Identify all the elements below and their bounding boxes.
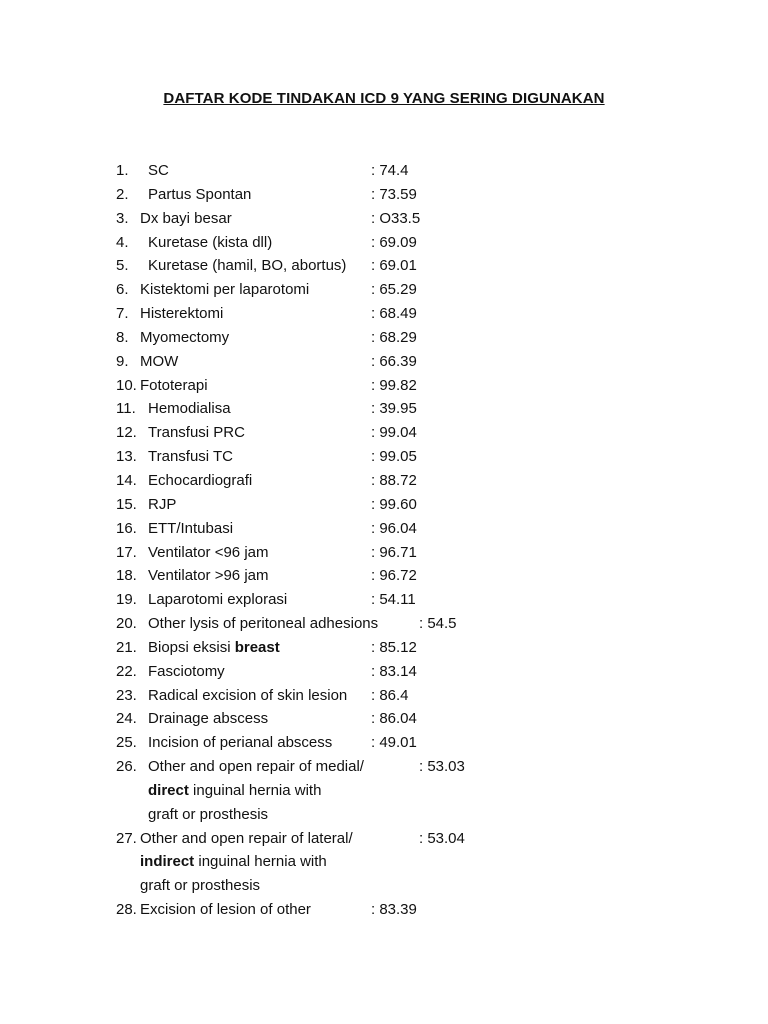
list-item [0, 278, 768, 302]
item-number: 22. [116, 662, 137, 680]
item-name-line1: Other and open repair of medial/ [148, 758, 364, 776]
item-number: 3. [116, 209, 129, 227]
item-number: 12. [116, 424, 137, 442]
item-name: Kuretase (kista dll) [148, 233, 273, 251]
list-item-continuation [0, 779, 768, 803]
item-name-text: inguinal hernia with [188, 781, 322, 799]
list-item [0, 612, 768, 636]
item-code: : 83.39 [371, 901, 417, 919]
list-item [0, 517, 768, 541]
item-name: Drainage abscess [148, 710, 269, 728]
list-item [0, 183, 768, 207]
item-number: 6. [116, 281, 129, 299]
item-code: : 96.72 [371, 567, 417, 585]
item-name-emphasis: indirect [140, 853, 195, 871]
item-code: : 99.04 [371, 424, 417, 442]
list-item [0, 207, 768, 231]
item-name: SC [148, 162, 169, 179]
item-name: Kistektomi per laparotomi [140, 281, 310, 299]
item-number: 14. [116, 471, 137, 489]
item-name: Dx bayi besar [140, 209, 232, 227]
list-item-continuation [0, 850, 768, 874]
item-name: Transfusi TC [148, 448, 234, 466]
item-number: 16. [116, 519, 137, 537]
item-name-text: Biopsi eksisi [148, 638, 235, 656]
procedure-code-list [0, 159, 768, 922]
item-code: : 85.12 [371, 638, 417, 656]
document-title: DAFTAR KODE TINDAKAN ICD 9 YANG SERING DIGUNAKAN [163, 90, 605, 107]
item-code: : 74.4 [371, 162, 409, 179]
item-name: Kuretase (hamil, BO, abortus) [148, 257, 347, 275]
item-number: 21. [116, 638, 137, 656]
list-item [0, 469, 768, 493]
item-number: 11. [116, 400, 136, 418]
item-name: Radical excision of skin lesion [148, 686, 348, 704]
item-number: 23. [116, 686, 137, 704]
item-number: 7. [116, 305, 129, 323]
item-number: 8. [116, 328, 129, 346]
list-item [0, 636, 768, 660]
item-name: MOW [140, 352, 179, 370]
item-number: 2. [116, 185, 129, 203]
list-item [0, 159, 768, 183]
list-item [0, 493, 768, 517]
list-item [0, 350, 768, 374]
list-item [0, 898, 768, 922]
item-name: Partus Spontan [148, 185, 252, 203]
item-number: 9. [116, 352, 129, 370]
item-number: 28. [116, 901, 137, 919]
item-name-line3: graft or prosthesis [140, 877, 261, 895]
item-code: : 54.11 [371, 591, 416, 609]
list-item [0, 660, 768, 684]
item-code: : 68.49 [371, 305, 417, 323]
list-item [0, 731, 768, 755]
item-code: : 86.04 [371, 710, 417, 728]
list-item [0, 588, 768, 612]
item-code: : 49.01 [371, 734, 417, 752]
list-item [0, 445, 768, 469]
item-code: : 68.29 [371, 328, 417, 346]
item-name: Myomectomy [140, 328, 230, 346]
item-code: : 73.59 [371, 185, 417, 203]
item-number: 26. [116, 758, 137, 776]
item-name: Laparotomi explorasi [148, 591, 288, 609]
item-name-line1: Other and open repair of lateral/ [140, 829, 353, 847]
list-item [0, 231, 768, 255]
item-code: : 69.01 [371, 257, 417, 275]
list-item [0, 755, 768, 779]
item-name: Ventilator >96 jam [148, 567, 269, 585]
item-number: 25. [116, 734, 137, 752]
item-name-emphasis: direct [148, 781, 189, 799]
item-code: : 88.72 [371, 471, 417, 489]
item-number: 15. [116, 495, 137, 513]
item-number: 4. [116, 233, 129, 251]
item-name-emphasis: breast [234, 638, 280, 656]
item-number: 17. [116, 543, 137, 561]
item-number: 19. [116, 591, 137, 609]
list-item [0, 707, 768, 731]
list-item [0, 254, 768, 278]
list-item [0, 684, 768, 708]
item-name: Histerektomi [140, 305, 224, 323]
item-code: : 65.29 [371, 281, 417, 299]
item-name: ETT/Intubasi [148, 519, 234, 537]
item-name-text: inguinal hernia with [194, 853, 327, 871]
item-number: 24. [116, 710, 137, 728]
list-item [0, 564, 768, 588]
item-number: 20. [116, 615, 137, 633]
item-name: Incision of perianal abscess [148, 734, 333, 752]
item-name [148, 636, 280, 660]
item-code: : 53.04 [419, 829, 465, 847]
item-code: : O33.5 [371, 209, 421, 227]
item-number: 5. [116, 257, 129, 275]
item-name-line3: graft or prosthesis [148, 805, 269, 823]
item-name-line2 [148, 779, 321, 803]
list-item [0, 541, 768, 565]
item-code: : 96.04 [371, 519, 417, 537]
item-code: : 53.03 [419, 758, 465, 776]
item-number: 1. [116, 162, 129, 179]
item-code: : 99.82 [371, 376, 417, 394]
item-number: 27. [116, 829, 137, 847]
list-item-continuation [0, 803, 768, 827]
item-name: Transfusi PRC [148, 424, 245, 442]
item-number: 18. [116, 567, 137, 585]
item-name: Ventilator <96 jam [148, 543, 269, 561]
item-name-line2 [140, 850, 327, 874]
item-name: Other lysis of peritoneal adhesions [148, 615, 379, 633]
item-code: : 54.5 [419, 615, 457, 633]
item-name: Excision of lesion of other [140, 901, 311, 919]
item-code: : 66.39 [371, 352, 417, 370]
item-code: : 96.71 [371, 543, 417, 561]
item-code: : 83.14 [371, 662, 417, 680]
list-item [0, 397, 768, 421]
item-code: : 69.09 [371, 233, 417, 251]
list-item-continuation [0, 874, 768, 898]
item-name: Fasciotomy [148, 662, 225, 680]
item-name: RJP [148, 495, 177, 513]
item-name: Echocardiografi [148, 471, 253, 489]
list-item [0, 827, 768, 851]
item-code: : 86.4 [371, 686, 409, 704]
list-item [0, 302, 768, 326]
item-name: Fototerapi [140, 376, 208, 394]
list-item [0, 374, 768, 398]
list-item [0, 326, 768, 350]
item-name: Hemodialisa [148, 400, 231, 418]
item-number: 13. [116, 448, 137, 466]
list-item [0, 421, 768, 445]
item-code: : 99.60 [371, 495, 417, 513]
item-number: 10. [116, 376, 137, 394]
item-code: : 39.95 [371, 400, 417, 418]
item-code: : 99.05 [371, 448, 417, 466]
